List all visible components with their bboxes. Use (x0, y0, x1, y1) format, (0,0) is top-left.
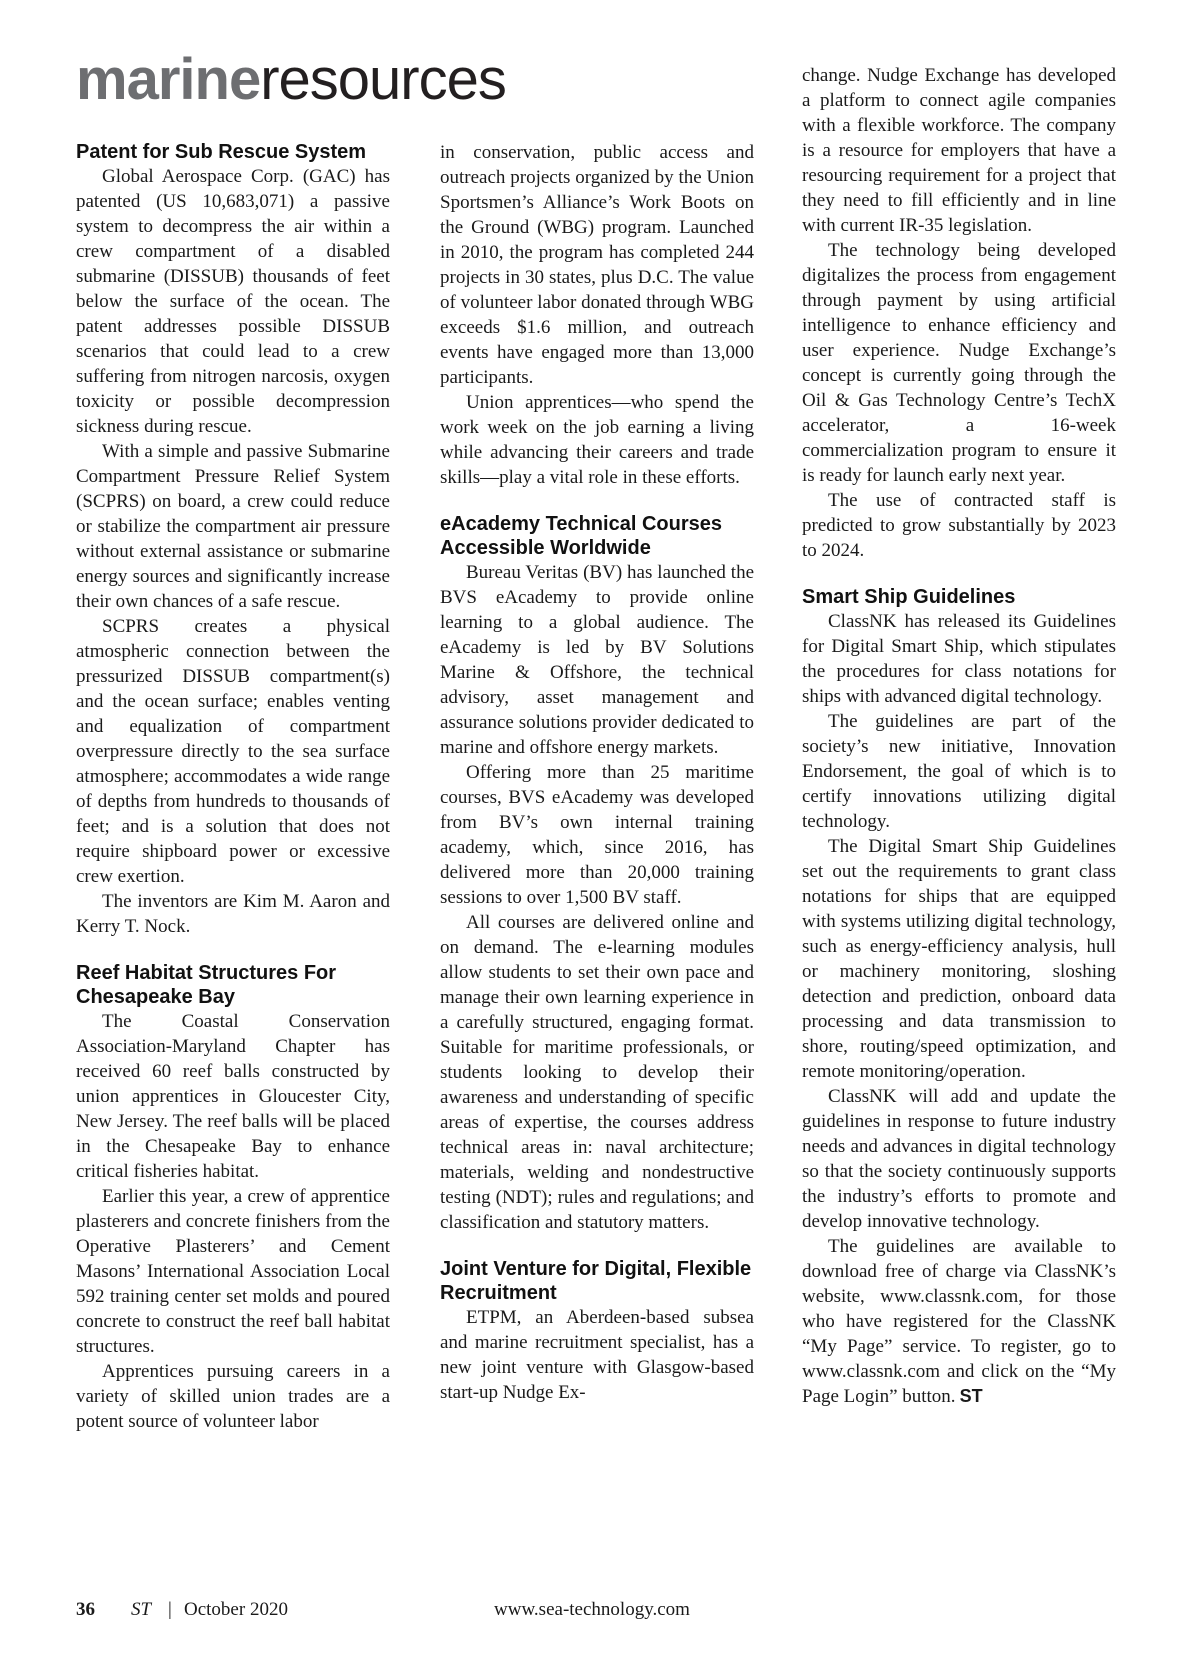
heading-text: Joint Venture for Digital, Flexible Recruitment (440, 1258, 752, 1304)
heading-text: Patent for Sub Rescue System (76, 141, 367, 163)
section-heading (76, 961, 390, 1009)
paragraph-text: The use of contracted staff is predicted to grow substantially by 2023 to 2024. (802, 490, 1116, 561)
section-heading (76, 140, 390, 164)
heading-text: Reef Habitat Structures For Chesapeake Bay (76, 962, 337, 1008)
article-paragraph (802, 834, 1116, 1084)
paragraph-text: ClassNK has released its Guidelines for Digital Smart Ship, which stipulates the procedures for class notations for ships with advanced digital technology. (802, 611, 1116, 707)
paragraph-text: change. Nudge Exchange has developed a platform to connect agile companies with a flexible workforce. The company is a resource for employers that have a resourcing requirement for a project that they need to fill efficiently and in line with current IR-35 legislation. (802, 65, 1116, 236)
heading-text: eAcademy Technical Courses Accessible Worldwide (440, 513, 722, 559)
article-paragraph (802, 609, 1116, 709)
issue-date: October 2020 (184, 1599, 288, 1620)
paragraph-text: SCPRS creates a physical atmospheric connection between the pressurized DISSUB compartment(s) and the ocean surface; enables venting and equalization of compartment overpressure directly to the sea surface atmosphere; accommodates a wide range of depths from hundreds to thousands of feet; and is a solution that does not require shipboard power or excessive crew exertion. (76, 616, 390, 887)
page-footer (76, 1597, 1126, 1623)
paragraph-text: ETPM, an Aberdeen-based subsea and marine recruitment specialist, has a new joint venture with Glasgow-based start-up Nudge Ex- (440, 1307, 754, 1403)
paragraph-text: The guidelines are available to download free of charge via ClassNK’s website, www.classnk.com, for those who have registered for the ClassNK “My Page” service. To register, go to www.classnk.com and click on the “My Page Login” button. (802, 1236, 1116, 1407)
paragraph-text: The inventors are Kim M. Aaron and Kerry T. Nock. (76, 891, 390, 937)
article-paragraph (440, 910, 754, 1235)
article-paragraph (802, 1084, 1116, 1234)
footer-website: www.sea-technology.com (494, 1599, 690, 1620)
article-paragraph (802, 709, 1116, 834)
section-heading (802, 585, 1116, 609)
paragraph-text: The Digital Smart Ship Guidelines set out the requirements to grant class notations for ships that are equipped with systems utilizing digital technology, such as energy-efficiency analysis, hull or machinery monitoring, sloshing detection and prediction, onboard data processing and data transmission to shore, routing/speed optimization, and remote monitoring/operation. (802, 836, 1116, 1082)
paragraph-text: The Coastal Conservation Association-Maryland Chapter has received 60 reef balls constructed by union apprentices in Gloucester City, New Jersey. The reef balls will be placed in the Chesapeake Bay to enhance critical fisheries habitat. (76, 1011, 390, 1182)
paragraph-text: in conservation, public access and outreach projects organized by the Union Sportsmen’s Alliance’s Work Boots on the Ground (WBG) program. Launched in 2010, the program has completed 244 projects in 30 states, plus D.C. The value of volunteer labor donated through WBG exceeds $1.6 million, and outreach events have engaged more than 13,000 participants. (440, 142, 754, 388)
end-mark: ST (959, 1386, 983, 1406)
section-masthead (76, 40, 506, 120)
paragraph-text: Union apprentices—who spend the work week on the job earning a living while advancing their careers and trade skills—play a vital role in these efforts. (440, 392, 754, 488)
paragraph-text: Offering more than 25 maritime courses, BVS eAcademy was developed from BV’s own internal training academy, which, since 2016, has delivered more than 20,000 training sessions to over 1,500 BV staff. (440, 762, 754, 908)
paragraph-text: Global Aerospace Corp. (GAC) has patented (US 10,683,071) a passive system to decompress the air within a crew compartment of a disabled submarine (DISSUB) thousands of feet below the surface of the ocean. The patent addresses possible DISSUB scenarios that could lead to a crew suffering from nitrogen narcosis, oxygen toxicity or possible decompression sickness during rescue. (76, 166, 390, 437)
paragraph-text: Earlier this year, a crew of apprentice plasterers and concrete finishers from the Operative Plasterers’ and Cement Masons’ International Association Local 592 training center set molds and poured concrete to construct the reef ball habitat structures. (76, 1186, 390, 1357)
section-heading (440, 1257, 754, 1305)
page-number: 36 (76, 1599, 95, 1620)
article-paragraph (440, 390, 754, 490)
article-column-1 (76, 140, 390, 1434)
masthead-light: resources (260, 47, 506, 112)
paragraph-text: With a simple and passive Submarine Compartment Pressure Relief System (SCPRS) on board, a crew could reduce or stabilize the compartment air pressure without external assistance or submarine energy sources and significantly increase their own chances of a safe rescue. (76, 441, 390, 612)
magazine-abbrev: ST (131, 1599, 152, 1620)
paragraph-text: All courses are delivered online and on demand. The e-learning modules allow students to set their own pace and manage their own learning experience in a carefully structured, engaging format. Suitable for maritime professionals, or students looking to develop their awareness and understanding of specific areas of expertise, the courses address technical areas in: naval architecture; materials, welding and nondestructive testing (NDT); rules and regulations; and classification and statutory matters. (440, 912, 754, 1233)
article-paragraph (802, 238, 1116, 488)
article-paragraph (76, 1009, 390, 1184)
article-paragraph (440, 760, 754, 910)
article-paragraph (440, 140, 754, 390)
article-paragraph (802, 63, 1116, 238)
heading-text: Smart Ship Guidelines (802, 586, 1016, 608)
article-column-2 (440, 140, 754, 1405)
section-heading (440, 512, 754, 560)
article-column-3 (802, 63, 1116, 1409)
article-paragraph (76, 889, 390, 939)
article-paragraph (76, 439, 390, 614)
article-paragraph (76, 164, 390, 439)
paragraph-text: Apprentices pursuing careers in a variety of skilled union trades are a potent source of volunteer labor (76, 1361, 390, 1432)
paragraph-text: Bureau Veritas (BV) has launched the BVS eAcademy to provide online learning to a global audience. The eAcademy is led by BV Solutions Marine & Offshore, the technical advisory, asset management and assurance solutions provider dedicated to marine and offshore energy markets. (440, 562, 754, 758)
article-paragraph (802, 1234, 1116, 1409)
paragraph-text: The guidelines are part of the society’s new initiative, Innovation Endorsement, the goal of which is to certify innovations utilizing digital technology. (802, 711, 1116, 832)
footer-separator: | (168, 1599, 172, 1620)
masthead-bold: marine (76, 47, 261, 112)
paragraph-text: The technology being developed digitalizes the process from engagement through payment by using artificial intelligence to enhance efficiency and user experience. Nudge Exchange’s concept is currently going through the Oil & Gas Technology Centre’s TechX accelerator, a 16-week commercialization program to ensure it is ready for launch early next year. (802, 240, 1116, 486)
paragraph-text: ClassNK will add and update the guidelines in response to future industry needs and advances in digital technology so that the society continuously supports the industry’s efforts to promote and develop innovative technology. (802, 1086, 1116, 1232)
article-paragraph (440, 1305, 754, 1405)
article-paragraph (76, 614, 390, 889)
article-paragraph (440, 560, 754, 760)
article-paragraph (76, 1184, 390, 1359)
article-paragraph (76, 1359, 390, 1434)
article-paragraph (802, 488, 1116, 563)
